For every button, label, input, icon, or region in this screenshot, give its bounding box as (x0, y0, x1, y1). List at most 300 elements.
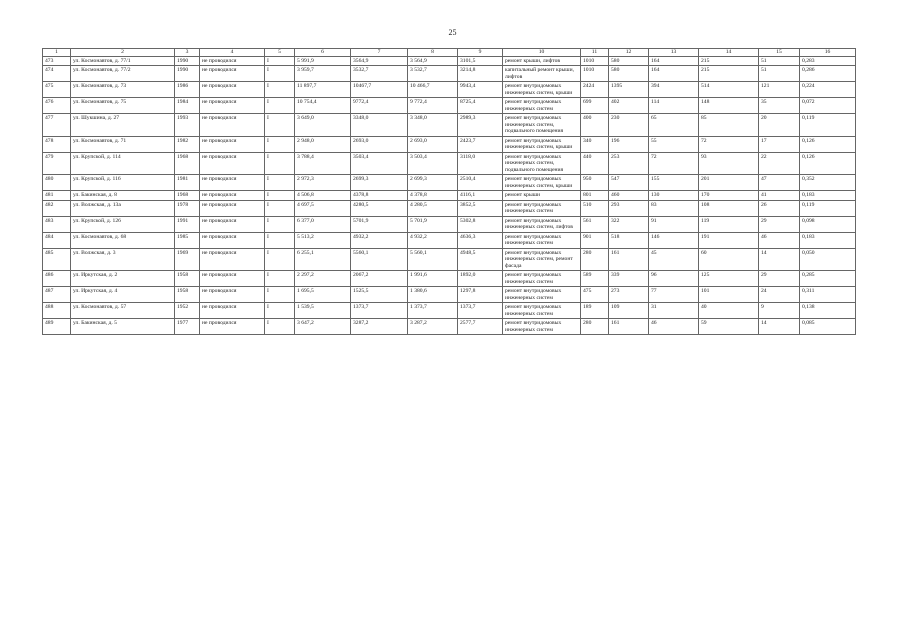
table-cell: I (265, 200, 295, 216)
table-cell: 484 (43, 232, 71, 248)
table-cell: 1986 (175, 82, 200, 98)
table-cell: ремонт крыши, лифтов (503, 56, 581, 66)
table-cell: 3 649,0 (295, 114, 351, 137)
table-cell: 1 539,5 (295, 303, 351, 319)
table-row (43, 82, 856, 98)
table-cell: I (265, 287, 295, 303)
table-cell: 41 (759, 191, 800, 201)
table-cell: 322 (609, 216, 649, 232)
table-cell: 215 (699, 56, 759, 66)
table-cell: 83 (649, 200, 699, 216)
table-cell: 125 (699, 271, 759, 287)
table-cell: не проводился (200, 175, 265, 191)
column-number-header: 15 (759, 49, 800, 57)
table-cell: 3503,4 (351, 152, 408, 175)
table-cell: 26 (759, 200, 800, 216)
table-cell: 51 (759, 66, 800, 82)
table-cell: 1968 (175, 191, 200, 201)
table-cell: 801 (581, 191, 609, 201)
table-cell: 4 932,2 (408, 232, 458, 248)
table-cell: 402 (609, 98, 649, 114)
table-cell: 46 (649, 319, 699, 335)
table-cell: ул. Крупской, д. 126 (71, 216, 175, 232)
table-cell: 699 (581, 98, 609, 114)
table-cell: ремонт внутридомовых инженерных систем, крыши (503, 82, 581, 98)
column-number-header: 5 (265, 49, 295, 57)
table-cell: 0,050 (800, 248, 856, 271)
table-cell: 85 (699, 114, 759, 137)
table-cell: 510 (581, 200, 609, 216)
table-cell: не проводился (200, 319, 265, 335)
table-row (43, 200, 856, 216)
table-cell: 253 (609, 152, 649, 175)
table-cell: 476 (43, 98, 71, 114)
table-cell: ул. Волжская, д. 13а (71, 200, 175, 216)
table-cell: ремонт внутридомовых инженерных систем, ремонт фасада (503, 248, 581, 271)
table-cell: 5701,9 (351, 216, 408, 232)
table-cell: 31 (649, 303, 699, 319)
table-cell: не проводился (200, 200, 265, 216)
table-cell: 1991 (175, 216, 200, 232)
table-cell: 3 959,7 (295, 66, 351, 82)
table-cell: не проводился (200, 56, 265, 66)
table-cell: 1373,7 (458, 303, 503, 319)
table-cell: 2510,4 (458, 175, 503, 191)
table-cell: 1373,7 (351, 303, 408, 319)
table-cell: 3101,5 (458, 56, 503, 66)
table-cell: 14 (759, 319, 800, 335)
column-number-header: 12 (609, 49, 649, 57)
table-cell: 10 754,4 (295, 98, 351, 114)
table-cell: 478 (43, 136, 71, 152)
table-cell: 0,286 (800, 66, 856, 82)
table-cell: I (265, 82, 295, 98)
table-cell: 161 (609, 248, 649, 271)
table-row (43, 191, 856, 201)
table-cell: 29 (759, 271, 800, 287)
table-cell: 114 (649, 98, 699, 114)
table-cell: 4 378,8 (408, 191, 458, 201)
table-cell: 119 (699, 216, 759, 232)
table-cell: 1525,5 (351, 287, 408, 303)
table-cell: 164 (649, 56, 699, 66)
table-cell: ул. Крупской, д. 116 (71, 175, 175, 191)
column-number-header: 2 (71, 49, 175, 57)
table-cell: ул. Космонавтов, д. 75 (71, 98, 175, 114)
table-cell: 215 (699, 66, 759, 82)
table-cell: 10467,7 (351, 82, 408, 98)
table-cell: не проводился (200, 303, 265, 319)
table-cell: 9772,4 (351, 98, 408, 114)
table-cell: 4932,2 (351, 232, 408, 248)
table-cell: 475 (581, 287, 609, 303)
column-number-header: 16 (800, 49, 856, 57)
table-cell: 0,224 (800, 82, 856, 98)
table-cell: 485 (43, 248, 71, 271)
table-cell: ремонт внутридомовых инженерных систем (503, 200, 581, 216)
table-cell: 0,285 (800, 271, 856, 287)
table-cell: не проводился (200, 114, 265, 137)
table-cell: 950 (581, 175, 609, 191)
table-cell: I (265, 136, 295, 152)
table-cell: 189 (581, 303, 609, 319)
table-cell: 280 (581, 248, 609, 271)
table-cell: 8725,4 (458, 98, 503, 114)
table-cell: 60 (699, 248, 759, 271)
table-cell: 0,138 (800, 303, 856, 319)
table-cell: не проводился (200, 82, 265, 98)
table-cell: 488 (43, 303, 71, 319)
table-cell: 35 (759, 98, 800, 114)
table-cell: ул. Космонавтов, д. 73 (71, 82, 175, 98)
table-cell: 2 972,3 (295, 175, 351, 191)
table-cell: 293 (609, 200, 649, 216)
table-cell: 2 699,3 (408, 175, 458, 191)
table-cell: ул. Волжская, д. 3 (71, 248, 175, 271)
table-cell: 482 (43, 200, 71, 216)
table-cell: 487 (43, 287, 71, 303)
column-number-header: 11 (581, 49, 609, 57)
table-cell: 6 255,1 (295, 248, 351, 271)
table-cell: ремонт внутридомовых инженерных систем (503, 319, 581, 335)
column-number-header: 9 (458, 49, 503, 57)
table-cell: 0,311 (800, 287, 856, 303)
table-cell: I (265, 56, 295, 66)
table-cell: ремонт внутридомовых инженерных систем (503, 303, 581, 319)
table-cell: 547 (609, 175, 649, 191)
table-cell: 514 (699, 82, 759, 98)
table-cell: 1010 (581, 66, 609, 82)
table-cell: 3 503,4 (408, 152, 458, 175)
table-cell: ул. Космонавтов, д. 77/2 (71, 66, 175, 82)
table-cell: 146 (649, 232, 699, 248)
table-cell: 47 (759, 175, 800, 191)
table-cell: 2067,2 (351, 271, 408, 287)
table-cell: 1395 (609, 82, 649, 98)
table-cell: 0,119 (800, 200, 856, 216)
table-cell: 460 (609, 191, 649, 201)
table-cell: 5 513,2 (295, 232, 351, 248)
table-cell: 1 695,5 (295, 287, 351, 303)
table-cell: 3532,7 (351, 66, 408, 82)
table-cell: 101 (699, 287, 759, 303)
table-cell: 481 (43, 191, 71, 201)
table-cell: 475 (43, 82, 71, 98)
table-cell: 96 (649, 271, 699, 287)
table-cell: 130 (649, 191, 699, 201)
table-cell: ремонт внутридомовых инженерных систем (503, 232, 581, 248)
table-cell: 4 280,5 (408, 200, 458, 216)
table-cell: 1 373,7 (408, 303, 458, 319)
table-cell: 2 297,2 (295, 271, 351, 287)
table-cell: капитальный ремонт крыши, лифтов (503, 66, 581, 82)
column-number-row (43, 49, 856, 57)
table-cell: ул. Иркутская, д. 2 (71, 271, 175, 287)
table-cell: 477 (43, 114, 71, 137)
table-cell: 1892,0 (458, 271, 503, 287)
table-cell: 486 (43, 271, 71, 287)
table-cell: 1982 (175, 136, 200, 152)
table-cell: I (265, 152, 295, 175)
table-cell: не проводился (200, 287, 265, 303)
table-cell: 230 (609, 114, 649, 137)
column-number-header: 13 (649, 49, 699, 57)
table-cell: 109 (609, 303, 649, 319)
table-cell: 3 348,0 (408, 114, 458, 137)
table-cell: ул. Иркутская, д. 4 (71, 287, 175, 303)
table-cell: 400 (581, 114, 609, 137)
table-cell: 148 (699, 98, 759, 114)
table-cell: 340 (581, 136, 609, 152)
table-cell: 108 (699, 200, 759, 216)
table-cell: ул. Космонавтов, д. 68 (71, 232, 175, 248)
table-row (43, 98, 856, 114)
table-cell: 93 (699, 152, 759, 175)
table-cell: 0,183 (800, 232, 856, 248)
table-cell: I (265, 98, 295, 114)
table-cell: 1 380,6 (408, 287, 458, 303)
table-row (43, 66, 856, 82)
table-cell: ремонт внутридомовых инженерных систем, подвального помещения (503, 152, 581, 175)
table-cell: не проводился (200, 191, 265, 201)
table-row (43, 248, 856, 271)
table-cell: ремонт внутридомовых инженерных систем, подвального помещения (503, 114, 581, 137)
table-cell: 1969 (175, 248, 200, 271)
table-cell: 580 (609, 56, 649, 66)
table-cell: 3 532,7 (408, 66, 458, 82)
table-cell: 394 (649, 82, 699, 98)
table-cell: 4116,1 (458, 191, 503, 201)
table-cell: 0,119 (800, 114, 856, 137)
table-row (43, 287, 856, 303)
table-cell: 1978 (175, 200, 200, 216)
table-cell: 580 (609, 66, 649, 82)
table-cell: 9 772,4 (408, 98, 458, 114)
table-cell: ул. Крупской, д. 114 (71, 152, 175, 175)
table-cell: 473 (43, 56, 71, 66)
table-cell: I (265, 114, 295, 137)
table-cell: ул. Космонавтов, д. 71 (71, 136, 175, 152)
table-cell: 91 (649, 216, 699, 232)
table-cell: 77 (649, 287, 699, 303)
table-cell: 3 647,2 (295, 319, 351, 335)
table-cell: не проводился (200, 271, 265, 287)
table-cell: ремонт внутридомовых инженерных систем, лифтов (503, 216, 581, 232)
table-cell: не проводился (200, 66, 265, 82)
table-cell: 72 (699, 136, 759, 152)
table-cell: не проводился (200, 136, 265, 152)
table-cell: 3348,0 (351, 114, 408, 137)
table-cell: 1993 (175, 114, 200, 137)
table-cell: I (265, 216, 295, 232)
table-cell: 1968 (175, 152, 200, 175)
column-number-header: 10 (503, 49, 581, 57)
table-cell: 561 (581, 216, 609, 232)
table-cell: 4 506,8 (295, 191, 351, 201)
table-row (43, 303, 856, 319)
table-row (43, 152, 856, 175)
table-cell: 1010 (581, 56, 609, 66)
table-cell: ремонт внутридомовых инженерных систем, крыши (503, 175, 581, 191)
table-cell: 196 (609, 136, 649, 152)
table-cell: 191 (699, 232, 759, 248)
table-cell: ул. Бакинская, д. 5 (71, 319, 175, 335)
table-cell: 3 788,4 (295, 152, 351, 175)
table-cell: 17 (759, 136, 800, 152)
table-cell: I (265, 191, 295, 201)
table-cell: 2423,7 (458, 136, 503, 152)
table-cell: 280 (581, 319, 609, 335)
table-cell: 1990 (175, 56, 200, 66)
table-cell: 2424 (581, 82, 609, 98)
table-cell: 2693,0 (351, 136, 408, 152)
table-row (43, 319, 856, 335)
table-cell: 2577,7 (458, 319, 503, 335)
table-cell: 22 (759, 152, 800, 175)
table-cell: ул. Космонавтов, д. 77/1 (71, 56, 175, 66)
table-cell: 3118,0 (458, 152, 503, 175)
table-row (43, 56, 856, 66)
table-cell: 589 (581, 271, 609, 287)
table-cell: 9 (759, 303, 800, 319)
table-cell: ремонт внутридомовых инженерных систем (503, 271, 581, 287)
table-row (43, 136, 856, 152)
table-cell: 4 697,5 (295, 200, 351, 216)
table-cell: 4378,8 (351, 191, 408, 201)
table-cell: 3 564,9 (408, 56, 458, 66)
table-cell: 20 (759, 114, 800, 137)
table-cell: ул. Шукшина, д. 27 (71, 114, 175, 137)
column-number-header: 7 (351, 49, 408, 57)
table-cell: 5560,1 (351, 248, 408, 271)
table-cell: 45 (649, 248, 699, 271)
table-cell: ремонт крыши (503, 191, 581, 201)
table-cell: 2 693,0 (408, 136, 458, 152)
table-cell: 483 (43, 216, 71, 232)
table-cell: 0,126 (800, 136, 856, 152)
table-cell: 273 (609, 287, 649, 303)
column-number-header: 3 (175, 49, 200, 57)
table-cell: 164 (649, 66, 699, 82)
table-cell: 0,283 (800, 56, 856, 66)
table-cell: 51 (759, 56, 800, 66)
table-cell: 10 466,7 (408, 82, 458, 98)
table-cell: 3214,8 (458, 66, 503, 82)
table-cell: 65 (649, 114, 699, 137)
table-cell: 901 (581, 232, 609, 248)
table-cell: 0,183 (800, 191, 856, 201)
table-cell: ул. Бакинская, д. 8 (71, 191, 175, 201)
table-cell: I (265, 175, 295, 191)
table-cell: 155 (649, 175, 699, 191)
table-cell: 489 (43, 319, 71, 335)
table-cell: 2989,3 (458, 114, 503, 137)
table-cell: 9943,4 (458, 82, 503, 98)
table-cell: 5 991,9 (295, 56, 351, 66)
column-number-header: 8 (408, 49, 458, 57)
table-cell: 1984 (175, 98, 200, 114)
table-cell: 1958 (175, 271, 200, 287)
table-cell: 11 897,7 (295, 82, 351, 98)
table-cell: 55 (649, 136, 699, 152)
table-row (43, 271, 856, 287)
table-cell: 3 287,2 (408, 319, 458, 335)
table-cell: 0,098 (800, 216, 856, 232)
page-number: 25 (448, 28, 457, 37)
table-cell: 474 (43, 66, 71, 82)
table-cell: 2699,3 (351, 175, 408, 191)
table-cell: 1297,8 (458, 287, 503, 303)
table-cell: 6 377,0 (295, 216, 351, 232)
table-cell: 0,352 (800, 175, 856, 191)
table-cell: ул. Космонавтов, д. 57 (71, 303, 175, 319)
table-cell: 1985 (175, 232, 200, 248)
table-row (43, 175, 856, 191)
table-cell: I (265, 271, 295, 287)
table-cell: 3564,9 (351, 56, 408, 66)
column-number-header: 4 (200, 49, 265, 57)
table-row (43, 216, 856, 232)
table-cell: ремонт внутридомовых инженерных систем (503, 98, 581, 114)
table-cell: 40 (699, 303, 759, 319)
table-cell: ремонт внутридомовых инженерных систем (503, 287, 581, 303)
table-cell: 72 (649, 152, 699, 175)
table-cell: не проводился (200, 152, 265, 175)
table-cell: 5302,8 (458, 216, 503, 232)
table-cell: 1977 (175, 319, 200, 335)
table-cell: 479 (43, 152, 71, 175)
table-cell: 121 (759, 82, 800, 98)
table-cell: I (265, 319, 295, 335)
table-cell: 1981 (175, 175, 200, 191)
table-cell: 0,126 (800, 152, 856, 175)
table-cell: 5 560,1 (408, 248, 458, 271)
table-cell: 440 (581, 152, 609, 175)
table-cell: 161 (609, 319, 649, 335)
table-cell: I (265, 66, 295, 82)
table-cell: не проводился (200, 98, 265, 114)
table-cell: 24 (759, 287, 800, 303)
table-cell: 1990 (175, 66, 200, 82)
table-cell: 4636,3 (458, 232, 503, 248)
table-cell: 170 (699, 191, 759, 201)
table-cell: 339 (609, 271, 649, 287)
table-cell: 1 991,6 (408, 271, 458, 287)
table-cell: 46 (759, 232, 800, 248)
column-number-header: 14 (699, 49, 759, 57)
table-cell: не проводился (200, 232, 265, 248)
housing-repair-table (42, 48, 856, 335)
table-cell: 518 (609, 232, 649, 248)
table-cell: 5 701,9 (408, 216, 458, 232)
table-row (43, 114, 856, 137)
table-cell: 201 (699, 175, 759, 191)
table-cell: 480 (43, 175, 71, 191)
table-cell: ремонт внутридомовых инженерных систем, крыши (503, 136, 581, 152)
table-cell: 14 (759, 248, 800, 271)
table-cell: 4280,5 (351, 200, 408, 216)
table-cell: не проводился (200, 216, 265, 232)
table-cell: 0,085 (800, 319, 856, 335)
table-cell: 0,072 (800, 98, 856, 114)
table-cell: I (265, 303, 295, 319)
table-cell: I (265, 248, 295, 271)
column-number-header: 6 (295, 49, 351, 57)
table-cell: 2 948,0 (295, 136, 351, 152)
table-cell: 3287,2 (351, 319, 408, 335)
table-row (43, 232, 856, 248)
table-cell: 29 (759, 216, 800, 232)
